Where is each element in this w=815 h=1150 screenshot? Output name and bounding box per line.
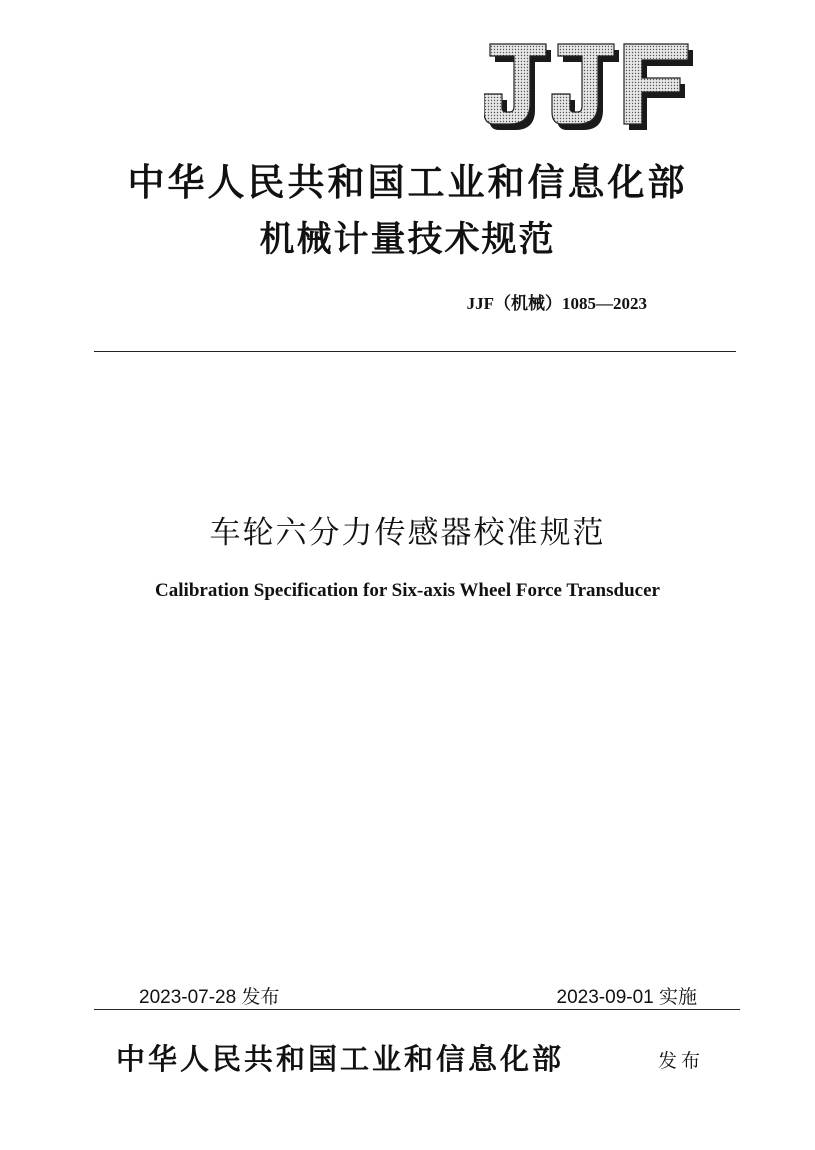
publish-label: 发布 xyxy=(658,1050,705,1072)
publisher-name: 中华人民共和国工业和信息化部 xyxy=(116,1042,565,1076)
document-title-chinese: 车轮六分力传感器校准规范 xyxy=(209,515,606,551)
bottom-divider xyxy=(94,1009,740,1010)
top-divider xyxy=(94,351,736,352)
document-title-english: Calibration Specification for Six-axis Wheel Force Transducer xyxy=(155,580,660,601)
spec-series-title: 机械计量技术规范 xyxy=(259,219,556,260)
document-number: JJF（机械）1085—2023 xyxy=(466,294,647,313)
issue-date: 2023-07-28 发布 xyxy=(139,987,280,1008)
ministry-title: 中华人民共和国工业和信息化部 xyxy=(127,160,688,204)
jjf-logo-icon xyxy=(484,42,694,134)
effective-date: 2023-09-01 实施 xyxy=(556,987,697,1008)
